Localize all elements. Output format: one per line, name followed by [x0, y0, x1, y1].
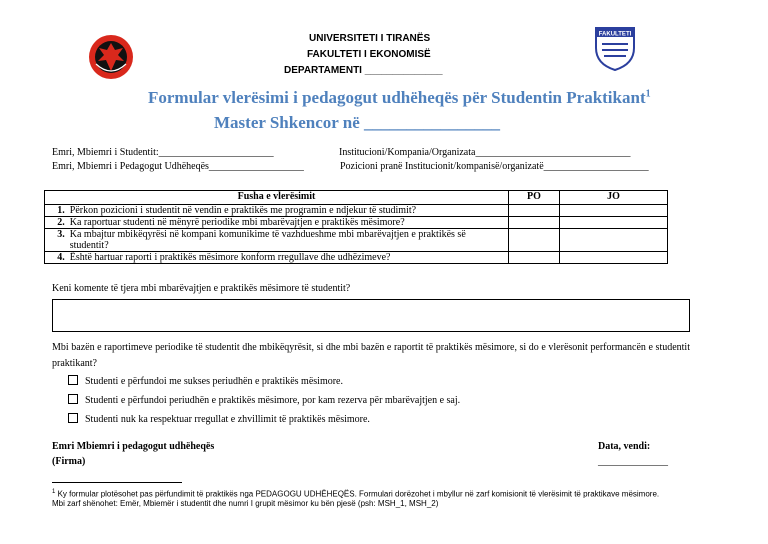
- eagle-emblem-icon: [88, 34, 134, 80]
- svg-text:FAKULTETI: FAKULTETI: [598, 31, 632, 38]
- no-cell[interactable]: [560, 229, 668, 252]
- faculty-name: FAKULTETI I EKONOMISË: [307, 49, 431, 60]
- header-no: JO: [560, 191, 668, 205]
- no-cell[interactable]: [560, 205, 668, 217]
- signature-firma-label: (Firma): [52, 456, 86, 467]
- row-question: Ka raportuar studenti në mënyrë periodike mbi mbarëvajtjen e praktikës mësimore?: [67, 217, 509, 229]
- university-name: UNIVERSITETI I TIRANËS: [309, 33, 431, 44]
- pedagogue-name-field[interactable]: Emri, Mbiemri i Pedagogut Udhëheqës___________________: [52, 161, 304, 172]
- checkbox-icon[interactable]: [68, 413, 78, 423]
- yes-cell[interactable]: [509, 252, 560, 264]
- table-row: [45, 205, 668, 217]
- date-field[interactable]: ______________: [598, 456, 668, 467]
- evaluation-question: Mbi bazën e raportimeve periodike të studentit dhe mbikëqyrësit, si dhe mbi bazën e raportit të praktikës mësimore, si do e vlerësonit performancën e studentit praktikant?: [52, 342, 690, 369]
- option-failed[interactable]: Studenti nuk ka respektuar rregullat e zhvillimit të praktikës mësimore.: [68, 413, 370, 425]
- table-row: [45, 217, 668, 229]
- row-number: 2.: [45, 217, 67, 229]
- faculty-shield-icon: [592, 22, 638, 72]
- yes-cell[interactable]: [509, 229, 560, 252]
- option-reservations[interactable]: Studenti e përfundoi periudhën e praktikës mësimore, por kam rezerva për mbarëvajtjen e saj.: [68, 394, 460, 406]
- comments-question: Keni komente të tjera mbi mbarëvajtjen e praktikës mësimore të studentit?: [52, 283, 351, 294]
- table-header-row: [45, 191, 668, 205]
- date-label: Data, vendi:: [598, 441, 651, 452]
- table-row: [45, 252, 668, 264]
- checkbox-icon[interactable]: [68, 375, 78, 385]
- yes-cell[interactable]: [509, 217, 560, 229]
- no-cell[interactable]: [560, 217, 668, 229]
- row-number: 1.: [45, 205, 67, 217]
- header-field: Fusha e vlerësimit: [45, 191, 509, 205]
- footnote-line-1: $^1$ Ky formular plotësohet pas përfundimit të praktikës nga PEDAGOGU UDHËHEQËS. Formulari dorëzohet i mbyllur në zarf komisionit të vlerësimit të praktikave mësimore.: [52, 489, 660, 499]
- row-question: Ka mbajtur mbikëqyrësi në kompani komunikime të vazhdueshme mbi mbarëvajtjen e praktikës së studentit?: [67, 229, 509, 252]
- row-question: Përkon pozicioni i studentit në vendin e praktikës me programin e ndjekur të studimit?: [67, 205, 509, 217]
- footnote-ref: 1: [645, 88, 651, 100]
- signature-name-label: Emri Mbiemri i pedagogut udhëheqës: [52, 441, 215, 452]
- form-title: Formular vlerësimi i pedagogut udhëheqës për Studentin Praktikant$^1$: [148, 88, 651, 107]
- student-name-field[interactable]: Emri, Mbiemri i Studentit:_______________________: [52, 147, 274, 158]
- table-row: [45, 229, 668, 252]
- row-question: Është hartuar raporti i praktikës mësimore konform rregullave dhe udhëzimeve?: [67, 252, 509, 264]
- evaluation-table: [44, 190, 668, 264]
- footnote-line-2: Mbi zarf shënohet: Emër, Mbiemër i studentit dhe numri I grupit mësimor ku bën pjesë (psh: MSH_1, MSH_2): [52, 499, 439, 508]
- position-field[interactable]: Pozicioni pranë Institucionit/kompanisë/organizatë_____________________: [340, 161, 649, 172]
- university-logo: [88, 34, 134, 80]
- comments-textarea[interactable]: [52, 299, 690, 332]
- footnote-divider: [52, 482, 182, 483]
- header-yes: PO: [509, 191, 560, 205]
- form-subtitle[interactable]: Master Shkencor në ________________: [214, 113, 501, 132]
- row-number: 4.: [45, 252, 67, 264]
- option-success[interactable]: Studenti e përfundoi me sukses periudhën e praktikës mësimore.: [68, 375, 343, 387]
- institution-field[interactable]: Institucioni/Kompania/Organizata_______________________________: [339, 147, 631, 158]
- checkbox-icon[interactable]: [68, 394, 78, 404]
- no-cell[interactable]: [560, 252, 668, 264]
- yes-cell[interactable]: [509, 205, 560, 217]
- row-number: 3.: [45, 229, 67, 252]
- department-field[interactable]: DEPARTAMENTI ______________: [284, 65, 443, 76]
- faculty-logo: [592, 22, 638, 72]
